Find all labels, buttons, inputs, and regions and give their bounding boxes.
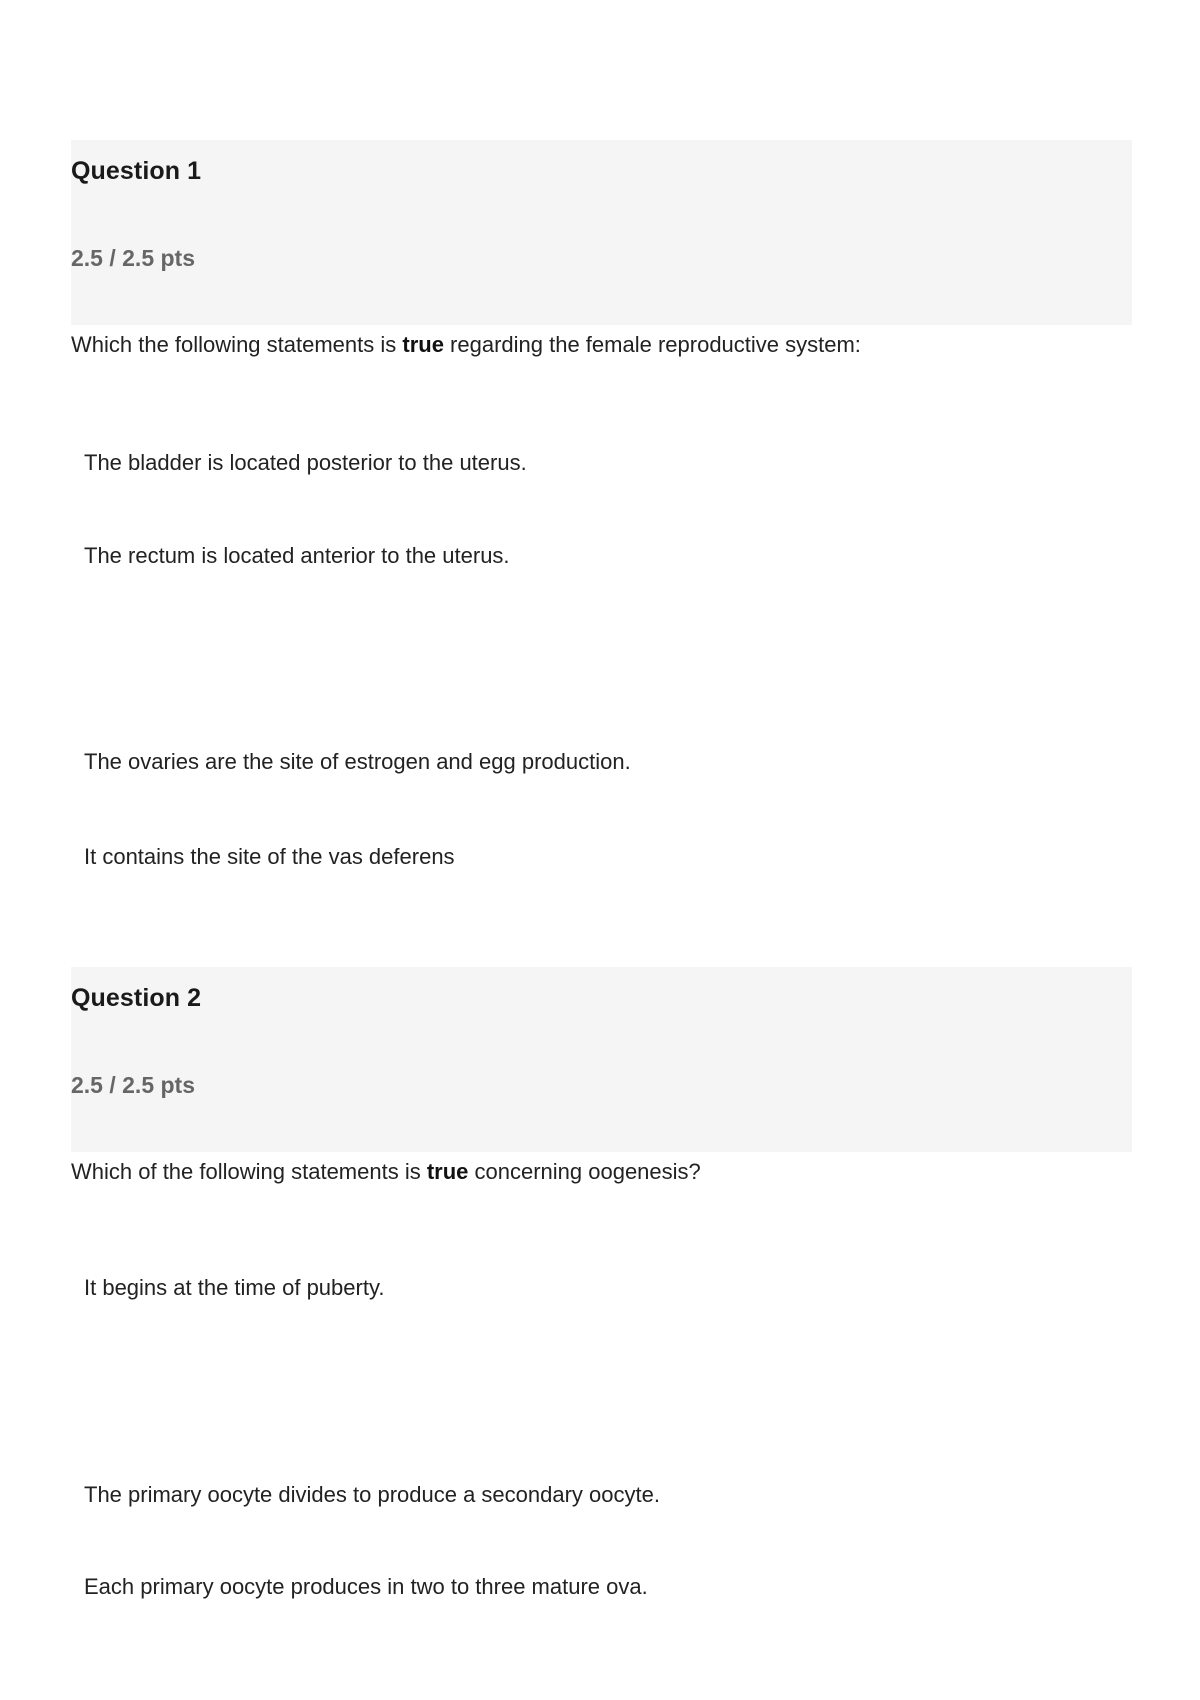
question-header (71, 140, 1132, 325)
question-block-2 (71, 967, 1132, 1617)
answer-option-2[interactable]: The rectum is located anterior to the uterus. (84, 543, 510, 568)
question-prompt-emphasis: true (402, 332, 444, 357)
question-header (71, 967, 1132, 1152)
question-prompt-text: concerning oogenesis? (468, 1159, 701, 1184)
question-prompt-text: Which of the following statements is (71, 1159, 427, 1184)
question-prompt (71, 1159, 701, 1185)
answer-option-1[interactable]: It begins at the time of puberty. (84, 1275, 385, 1300)
question-prompt-emphasis: true (426, 1159, 469, 1184)
question-prompt-text: Which the following statements is (71, 332, 403, 357)
answer-option-3[interactable]: The ovaries are the site of estrogen and egg production. (84, 749, 631, 774)
answer-option-1[interactable]: The bladder is located posterior to the uterus. (84, 450, 527, 475)
question-prompt-text: regarding the female reproductive system: (443, 332, 861, 357)
answer-option-4[interactable]: It contains the site of the vas deferens (84, 844, 455, 869)
question-title: Question 1 (71, 157, 202, 185)
answer-option-2[interactable]: The primary oocyte divides to produce a secondary oocyte. (84, 1482, 660, 1507)
question-points: 2.5 / 2.5 pts (71, 1072, 196, 1098)
question-block-1 (71, 140, 1132, 900)
question-prompt (71, 332, 861, 358)
question-title: Question 2 (71, 984, 202, 1012)
answer-option-3[interactable]: Each primary oocyte produces in two to three mature ova. (84, 1574, 648, 1599)
question-points: 2.5 / 2.5 pts (71, 245, 196, 271)
